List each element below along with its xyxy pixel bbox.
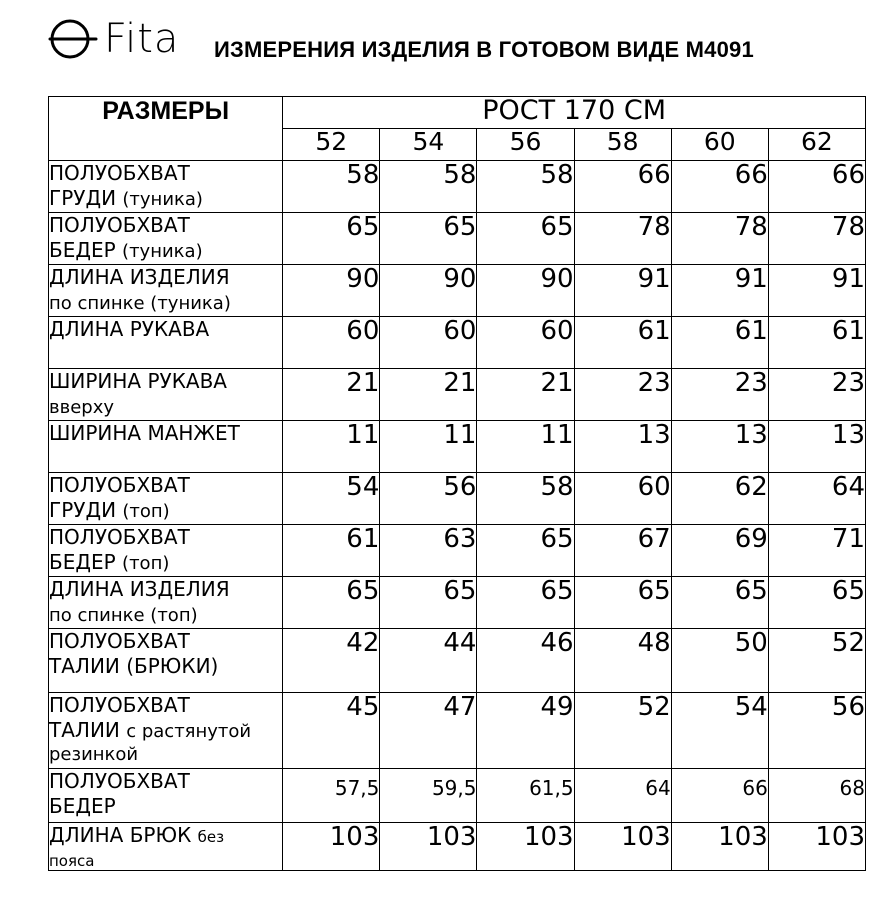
value-cell: 61 (283, 525, 380, 577)
label-note: (топ) (122, 501, 170, 522)
value-cell: 103 (574, 823, 671, 871)
value-cell: 91 (768, 265, 865, 317)
table-row (49, 421, 866, 473)
value-cell: 91 (574, 265, 671, 317)
value-cell: 90 (283, 265, 380, 317)
value-cell: 61 (574, 317, 671, 369)
value-cell: 21 (477, 369, 574, 421)
value-cell: 65 (671, 577, 768, 629)
size-chart-table (48, 96, 866, 871)
value-cell: 65 (380, 213, 477, 265)
measurement-label (49, 769, 283, 823)
value-cell: 52 (768, 629, 865, 693)
value-cell: 44 (380, 629, 477, 693)
value-cell: 64 (768, 473, 865, 525)
page-title: ИЗМЕРЕНИЯ ИЗДЕЛИЯ В ГОТОВОМ ВИДЕ М4091 (214, 37, 754, 62)
value-cell: 21 (380, 369, 477, 421)
value-cell: 52 (574, 693, 671, 769)
table-row (49, 317, 866, 369)
value-cell: 65 (768, 577, 865, 629)
value-cell: 78 (574, 213, 671, 265)
value-cell: 57,5 (283, 769, 380, 823)
label-note: с растянутой (126, 721, 252, 742)
value-cell: 66 (768, 161, 865, 213)
label-line-1: ПОЛУОБХВАТ (49, 629, 190, 653)
value-cell: 65 (477, 525, 574, 577)
label-line-2: БЕДЕР (49, 550, 123, 574)
value-cell: 64 (574, 769, 671, 823)
label-line-2: БЕДЕР (49, 794, 116, 818)
label-line-1: ДЛИНА РУКАВА (49, 317, 210, 341)
value-cell: 103 (283, 823, 380, 871)
height-header: РОСТ 170 СМ (283, 97, 866, 129)
value-cell: 66 (671, 769, 768, 823)
value-cell: 78 (671, 213, 768, 265)
value-cell: 23 (768, 369, 865, 421)
value-cell: 66 (671, 161, 768, 213)
value-cell: 90 (477, 265, 574, 317)
label-line-1: ПОЛУОБХВАТ (49, 769, 190, 793)
measurement-label (49, 161, 283, 213)
value-cell: 65 (574, 577, 671, 629)
label-line-1: ПОЛУОБХВАТ (49, 525, 190, 549)
label-note: (топ) (122, 553, 170, 574)
measurement-label (49, 629, 283, 693)
measurement-label (49, 823, 283, 871)
value-cell: 90 (380, 265, 477, 317)
sizes-header: РАЗМЕРЫ (49, 97, 283, 161)
label-line-1: ПОЛУОБХВАТ (49, 161, 190, 185)
measurement-label (49, 693, 283, 769)
value-cell: 103 (380, 823, 477, 871)
measurement-label (49, 317, 283, 369)
label-note: без (197, 828, 225, 846)
value-cell: 68 (768, 769, 865, 823)
value-cell: 66 (574, 161, 671, 213)
table-row (49, 369, 866, 421)
size-column-header: 62 (768, 129, 865, 161)
value-cell: 71 (768, 525, 865, 577)
measurement-label (49, 577, 283, 629)
value-cell: 13 (671, 421, 768, 473)
table-row (49, 525, 866, 577)
value-cell: 46 (477, 629, 574, 693)
value-cell: 21 (283, 369, 380, 421)
value-cell: 61,5 (477, 769, 574, 823)
size-column-header: 54 (380, 129, 477, 161)
value-cell: 13 (574, 421, 671, 473)
value-cell: 65 (283, 577, 380, 629)
label-line-2: ТАЛИИ (БРЮКИ) (49, 654, 219, 678)
label-line-1: ДЛИНА БРЮК (49, 823, 198, 847)
label-line-1: ДЛИНА ИЗДЕЛИЯ (49, 577, 230, 601)
value-cell: 60 (574, 473, 671, 525)
label-note: (туника) (122, 189, 203, 210)
value-cell: 23 (574, 369, 671, 421)
label-line-1: ШИРИНА РУКАВА (49, 369, 227, 393)
value-cell: 60 (380, 317, 477, 369)
table-row (49, 577, 866, 629)
value-cell: 65 (283, 213, 380, 265)
measurement-label (49, 369, 283, 421)
table-row (49, 473, 866, 525)
value-cell: 47 (380, 693, 477, 769)
value-cell: 63 (380, 525, 477, 577)
table-row (49, 161, 866, 213)
value-cell: 65 (380, 577, 477, 629)
measurement-label (49, 265, 283, 317)
table-row (49, 629, 866, 693)
value-cell: 54 (283, 473, 380, 525)
label-note: по спинке (топ) (49, 605, 198, 626)
value-cell: 59,5 (380, 769, 477, 823)
measurement-label (49, 213, 283, 265)
label-note: резинкой (49, 744, 139, 765)
value-cell: 54 (671, 693, 768, 769)
label-note: (туника) (122, 241, 203, 262)
measurement-label (49, 473, 283, 525)
brand-name: Fita (104, 16, 180, 62)
value-cell: 61 (671, 317, 768, 369)
label-line-1: ШИРИНА МАНЖЕТ (49, 421, 240, 445)
value-cell: 65 (477, 213, 574, 265)
value-cell: 45 (283, 693, 380, 769)
value-cell: 60 (283, 317, 380, 369)
label-line-2: ГРУДИ (49, 498, 123, 522)
measurement-label (49, 525, 283, 577)
value-cell: 42 (283, 629, 380, 693)
value-cell: 48 (574, 629, 671, 693)
value-cell: 58 (477, 473, 574, 525)
brand-logo (48, 14, 179, 64)
label-note: по спинке (туника) (49, 293, 231, 314)
measurement-label (49, 421, 283, 473)
table-row (49, 769, 866, 823)
size-column-header: 56 (477, 129, 574, 161)
value-cell: 58 (283, 161, 380, 213)
label-note: пояса (49, 852, 95, 870)
size-column-header: 52 (283, 129, 380, 161)
value-cell: 103 (768, 823, 865, 871)
value-cell: 13 (768, 421, 865, 473)
value-cell: 58 (380, 161, 477, 213)
label-line-2: БЕДЕР (49, 238, 123, 262)
value-cell: 67 (574, 525, 671, 577)
label-line-2: ТАЛИИ (49, 718, 127, 742)
label-line-1: ПОЛУОБХВАТ (49, 473, 190, 497)
value-cell: 58 (477, 161, 574, 213)
label-line-1: ПОЛУОБХВАТ (49, 213, 190, 237)
table-row (49, 823, 866, 871)
value-cell: 65 (477, 577, 574, 629)
table-row (49, 265, 866, 317)
size-column-header: 58 (574, 129, 671, 161)
value-cell: 56 (380, 473, 477, 525)
value-cell: 91 (671, 265, 768, 317)
table-row (49, 693, 866, 769)
label-note: вверху (49, 397, 115, 418)
value-cell: 61 (768, 317, 865, 369)
value-cell: 56 (768, 693, 865, 769)
value-cell: 50 (671, 629, 768, 693)
value-cell: 11 (283, 421, 380, 473)
value-cell: 103 (477, 823, 574, 871)
value-cell: 11 (477, 421, 574, 473)
table-row (49, 213, 866, 265)
label-line-1: ДЛИНА ИЗДЕЛИЯ (49, 265, 230, 289)
label-line-2: ГРУДИ (49, 186, 123, 210)
value-cell: 11 (380, 421, 477, 473)
value-cell: 23 (671, 369, 768, 421)
value-cell: 49 (477, 693, 574, 769)
value-cell: 60 (477, 317, 574, 369)
label-line-1: ПОЛУОБХВАТ (49, 693, 190, 717)
value-cell: 69 (671, 525, 768, 577)
size-column-header: 60 (671, 129, 768, 161)
value-cell: 62 (671, 473, 768, 525)
value-cell: 78 (768, 213, 865, 265)
value-cell: 103 (671, 823, 768, 871)
fita-logo-icon (48, 17, 98, 61)
